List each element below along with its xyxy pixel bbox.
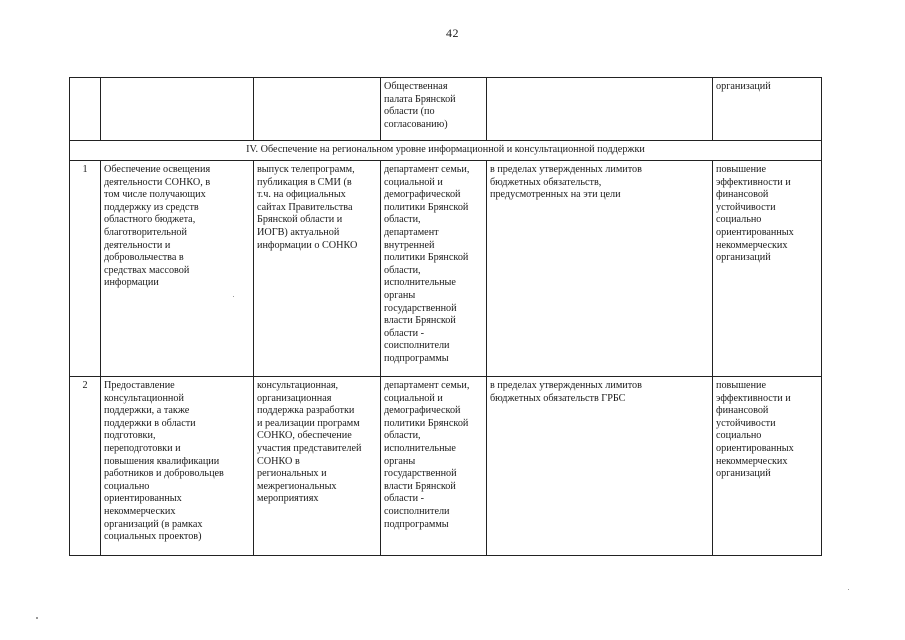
table-row-continuation bbox=[70, 78, 822, 141]
cell-activity: Обеспечение освещения деятельности СОНКО, в том числе получающих поддержку из средств областного бюджета, благотворительной деятельности и добровольчества в средствах массовой информации bbox=[101, 161, 254, 377]
cell-form: консультационная, организационная поддержка разработки и реализации программ СОНКО, обеспечение участия представителей СОНКО в региональных и межрегиональных мероприятиях bbox=[254, 377, 381, 556]
cell-result: организаций bbox=[713, 78, 822, 141]
cell-executor: департамент семьи, социальной и демографической политики Брянской области, исполнительные органы государственной власти Брянской области - соисполнители подпрограммы bbox=[381, 377, 487, 556]
table-row bbox=[70, 161, 822, 377]
cell-activity: Предоставление консультационной поддержки, а также поддержки в области подготовки, переподготовки и повышения квалификации работников и добровольцев социально ориентированных некоммерческих организаций (в рамках социальных проектов) bbox=[101, 377, 254, 556]
section-heading: IV. Обеспечение на региональном уровне информационной и консультационной поддержки bbox=[70, 141, 822, 161]
cell-executor: департамент семьи, социальной и демографической политики Брянской области, департамент внутренней политики Брянской области, исполнительные органы государственной власти Брянской области - соисполнители подпрограммы bbox=[381, 161, 487, 377]
cell-funding: в пределах утвержденных лимитов бюджетных обязательств, предусмотренных на эти цели bbox=[487, 161, 713, 377]
cell-funding: в пределах утвержденных лимитов бюджетных обязательств ГРБС bbox=[487, 377, 713, 556]
cell-activity bbox=[101, 78, 254, 141]
cell-form bbox=[254, 78, 381, 141]
scan-speck bbox=[848, 589, 849, 590]
program-activities-table bbox=[69, 77, 822, 556]
cell-executor: Общественная палата Брянской области (по согласованию) bbox=[381, 78, 487, 141]
page-number: 42 bbox=[446, 26, 459, 40]
section-heading-row bbox=[70, 141, 822, 161]
cell-result: повышение эффективности и финансовой устойчивости социально ориентированных некоммерческих организаций bbox=[713, 377, 822, 556]
scan-speck bbox=[233, 296, 234, 297]
cell-result: повышение эффективности и финансовой устойчивости социально ориентированных некоммерческих организаций bbox=[713, 161, 822, 377]
cell-number: 2 bbox=[70, 377, 101, 556]
scan-speck bbox=[36, 617, 38, 619]
cell-form: выпуск телепрограмм, публикация в СМИ (в т.ч. на официальных сайтах Правительства Брянской области и ИОГВ) актуальной информации о СОНКО bbox=[254, 161, 381, 377]
cell-number bbox=[70, 78, 101, 141]
cell-number: 1 bbox=[70, 161, 101, 377]
table-row bbox=[70, 377, 822, 556]
cell-funding bbox=[487, 78, 713, 141]
